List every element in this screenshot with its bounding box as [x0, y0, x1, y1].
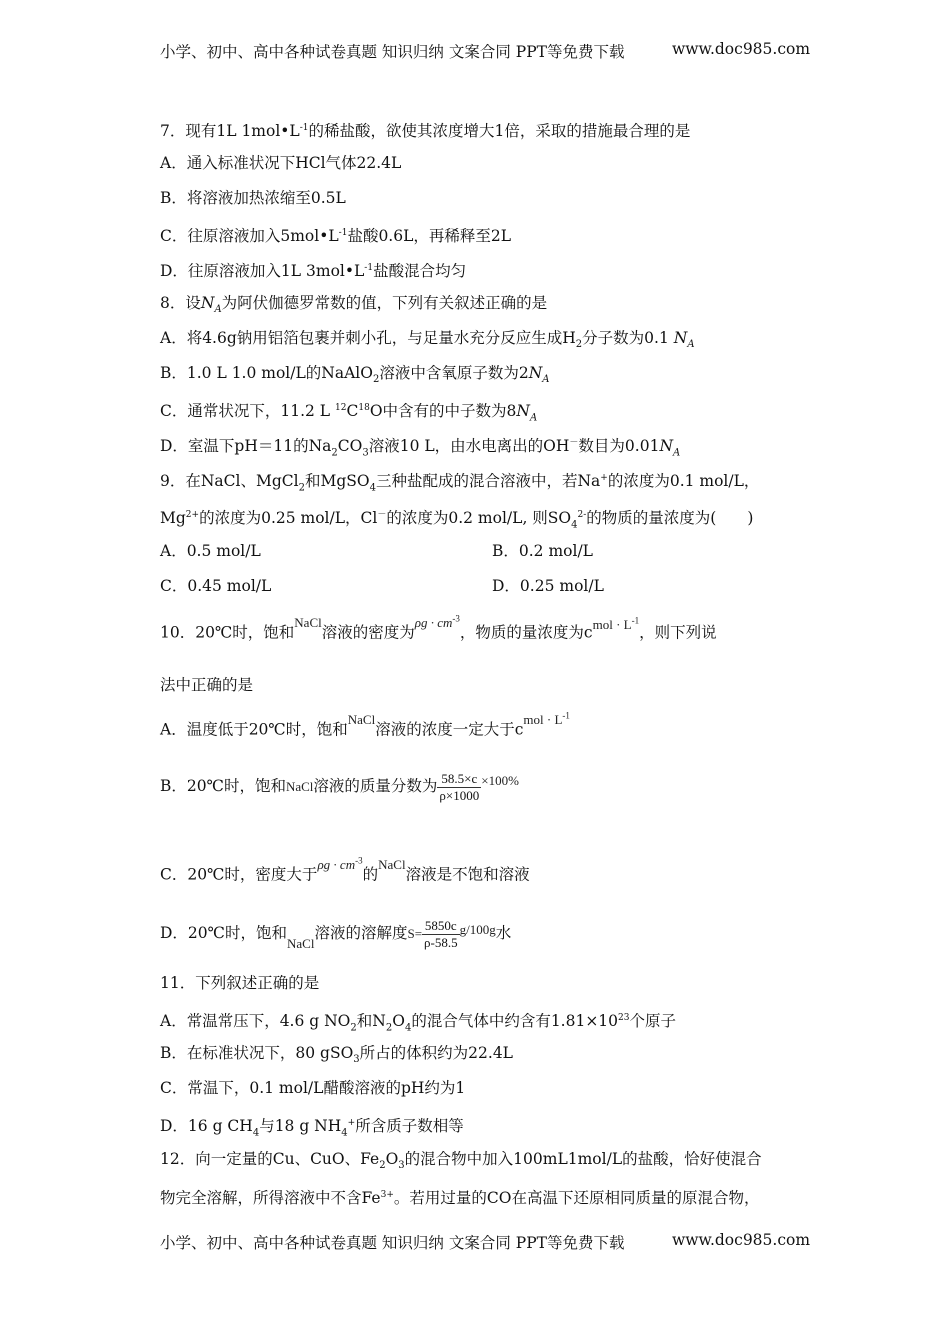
q8-option-b: B．1.0 L 1.0 mol/L的NaAlO$_2$溶液中含氧原子数为$2N_A$ — [160, 364, 550, 386]
footer-site: www.doc985.com — [672, 1231, 811, 1249]
q10-stem-line1: 10．20℃时，饱和$^{NaCl}$溶液的密度为$^{\rho g \cdot cm^{-3}}$，物质的量浓度为$c^{mol \cdot L^{-1}}$，则下列说 — [160, 614, 717, 642]
q10-option-d: D．20℃时，饱和$_{NaCl}$溶液的溶解度S= $\frac{5850c}{\rho-58.5}$ $^{g/100g}$水 — [160, 917, 512, 951]
q9-option-b: B．0.2 mol/L — [492, 542, 593, 560]
header-site: www.doc985.com — [672, 40, 811, 58]
q12-stem-line2: 物完全溶解，所得溶液中不含$Fe^{3+}$。若用过量的CO在高温下还原相同质量的原混合物， — [160, 1189, 760, 1208]
page-footer — [160, 1231, 811, 1253]
q9-option-d: D．0.25 mol/L — [492, 577, 604, 595]
q7-stem: 7．现有1L $1mol•L^{-1}$的稀盐酸，欲使其浓度增大1倍，采取的措施最合理的是 — [160, 122, 691, 141]
q11-option-d: D．16 g $CH_4$与18 g $NH_4^+$所含质子数相等 — [160, 1117, 464, 1139]
q10-option-b: B．20℃时，饱和NaCl溶液的质量分数为 $\frac{58.5\times c}{\rho\times 1000}$ $^{\times 100\%}$ — [160, 770, 519, 803]
q8-option-d: D．室温下pH＝11的$Na_2CO_3$溶液10 L，由水电离出的OH－数目为$0.01N_A$ — [160, 437, 681, 459]
q9-stem-line2: $Mg^{2+}$的浓度为0.25 mol/L，Cl－的浓度为0.2 mol/L, 则$SO_4^{2-}$的物质的量浓度为( ) — [160, 509, 754, 531]
q8-option-c: C．通常状况下，11.2 L $^{12}C^{18}O$中含有的中子数为$8N_A$ — [160, 402, 538, 424]
page-header — [160, 40, 811, 62]
q7-option-b: B．将溶液加热浓缩至0.5L — [160, 189, 346, 207]
q11-option-a: A．常温常压下，4.6 g $NO_2$和$N_2O_4$的混合气体中约含有$1.81\times 10^{23}$个原子 — [160, 1012, 677, 1034]
q7-option-a: A．通入标准状况下HCl气体22.4L — [160, 154, 402, 172]
q9-option-c: C．0.45 mol/L — [160, 577, 272, 595]
q9-options-row1 — [160, 541, 800, 561]
q7-option-c: C．往原溶液加入$5mol•L^{-1}$盐酸0.6L，再稀释至2L — [160, 227, 512, 246]
q9-options-row2 — [160, 576, 800, 596]
q10-stem-line2: 法中正确的是 — [160, 676, 254, 694]
header-text: 小学、初中、高中各种试卷真题 知识归纳 文案合同 PPT等免费下载 — [160, 43, 625, 61]
q10-option-a: A．温度低于20℃时，饱和$^{NaCl}$溶液的浓度一定大于$c^{mol \cdot L^{-1}}$ — [160, 711, 570, 739]
q7-option-d: D．往原溶液加入1L $3mol•L^{-1}$盐酸混合均匀 — [160, 262, 467, 281]
q8-option-a: A．将4.6g钠用铝箔包裹并刺小孔，与足量水充分反应生成$H_2$分子数为0.1 $N_A$ — [160, 329, 695, 351]
q11-option-b: B．在标准状况下，80 gSO$_3$所占的体积约为22.4L — [160, 1044, 513, 1066]
q11-option-c: C．常温下，0.1 mol/L醋酸溶液的pH约为1 — [160, 1079, 466, 1097]
q10-d-fraction: $\frac{5850c}{\rho-58.5}$ — [424, 917, 458, 950]
footer-text: 小学、初中、高中各种试卷真题 知识归纳 文案合同 PPT等免费下载 — [160, 1234, 625, 1252]
q8-stem: 8．设$N_A$为阿伏伽德罗常数的值，下列有关叙述正确的是 — [160, 294, 548, 316]
q11-stem: 11．下列叙述正确的是 — [160, 974, 320, 992]
q10-b-fraction: $\frac{58.5\times c}{\rho\times 1000}$ — [439, 770, 480, 803]
q9-stem-line1: 9．在NaCl、MgCl$_2$和MgSO$_4$三种盐配成的混合溶液中，若Na+的浓度为0.1 mol/L， — [160, 472, 760, 494]
q10-option-c: C．20℃时，密度大于$^{\rho g \cdot cm^{-3}}$的$^{NaCl}$溶液是不饱和溶液 — [160, 856, 530, 884]
q9-option-a: A．0.5 mol/L — [160, 542, 261, 560]
q12-stem-line1: 12．向一定量的Cu、CuO、$Fe_2O_3$的混合物中加入100mL1mol/L的盐酸，恰好使混合 — [160, 1150, 762, 1172]
